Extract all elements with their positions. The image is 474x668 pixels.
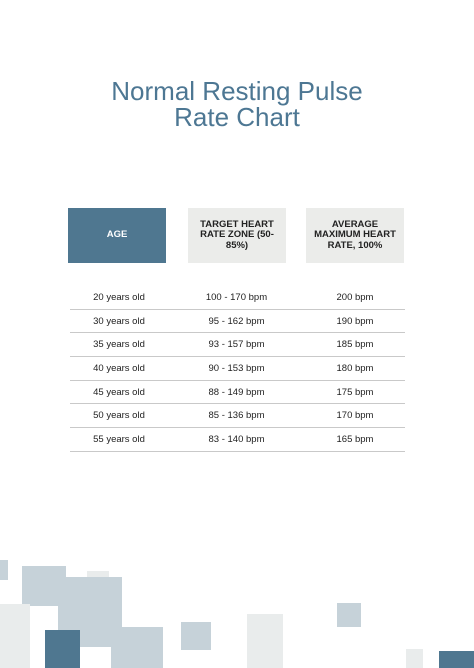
decorative-square [406, 649, 423, 668]
header-age: AGE [68, 208, 166, 263]
decorative-square [0, 560, 8, 580]
decorative-square [247, 614, 283, 668]
max-rate-cell: 190 bpm [336, 315, 374, 327]
page-title [0, 78, 474, 130]
header-target-heart-rate: TARGET HEART RATE ZONE (50-85%) [188, 208, 286, 263]
target-zone-cell: 90 - 153 bpm [208, 362, 265, 374]
pulse-rate-table [70, 286, 405, 452]
table-row [70, 286, 405, 310]
decorative-square [439, 651, 474, 668]
max-rate-cell: 170 bpm [336, 410, 374, 422]
target-zone-cell: 95 - 162 bpm [208, 315, 265, 327]
table-row [70, 357, 405, 381]
age-cell: 40 years old [93, 362, 145, 374]
target-zone-cell: 93 - 157 bpm [208, 339, 265, 351]
table-row [70, 428, 405, 452]
table-row [70, 404, 405, 428]
decorative-square [337, 603, 361, 627]
decorative-square [111, 627, 163, 668]
max-rate-cell: 200 bpm [336, 291, 374, 303]
title-line-1: Normal Resting Pulse [111, 76, 363, 106]
age-cell: 45 years old [93, 386, 145, 398]
table-row [70, 381, 405, 405]
max-rate-cell: 180 bpm [336, 362, 374, 374]
decorative-square [181, 622, 211, 650]
age-cell: 50 years old [93, 410, 145, 422]
table-row [70, 310, 405, 334]
target-zone-cell: 85 - 136 bpm [208, 410, 265, 422]
age-cell: 35 years old [93, 339, 145, 351]
max-rate-cell: 175 bpm [336, 386, 374, 398]
target-zone-cell: 100 - 170 bpm [205, 291, 268, 303]
target-zone-cell: 83 - 140 bpm [208, 433, 265, 445]
age-cell: 20 years old [93, 291, 145, 303]
decorative-square [45, 630, 80, 668]
target-zone-cell: 88 - 149 bpm [208, 386, 265, 398]
table-row [70, 333, 405, 357]
max-rate-cell: 165 bpm [336, 433, 374, 445]
header-max-heart-rate: AVERAGE MAXIMUM HEART RATE, 100% [306, 208, 404, 263]
age-cell: 30 years old [93, 315, 145, 327]
max-rate-cell: 185 bpm [336, 339, 374, 351]
title-line-2: Rate Chart [174, 102, 300, 132]
age-cell: 55 years old [93, 433, 145, 445]
decorative-square [0, 604, 30, 668]
